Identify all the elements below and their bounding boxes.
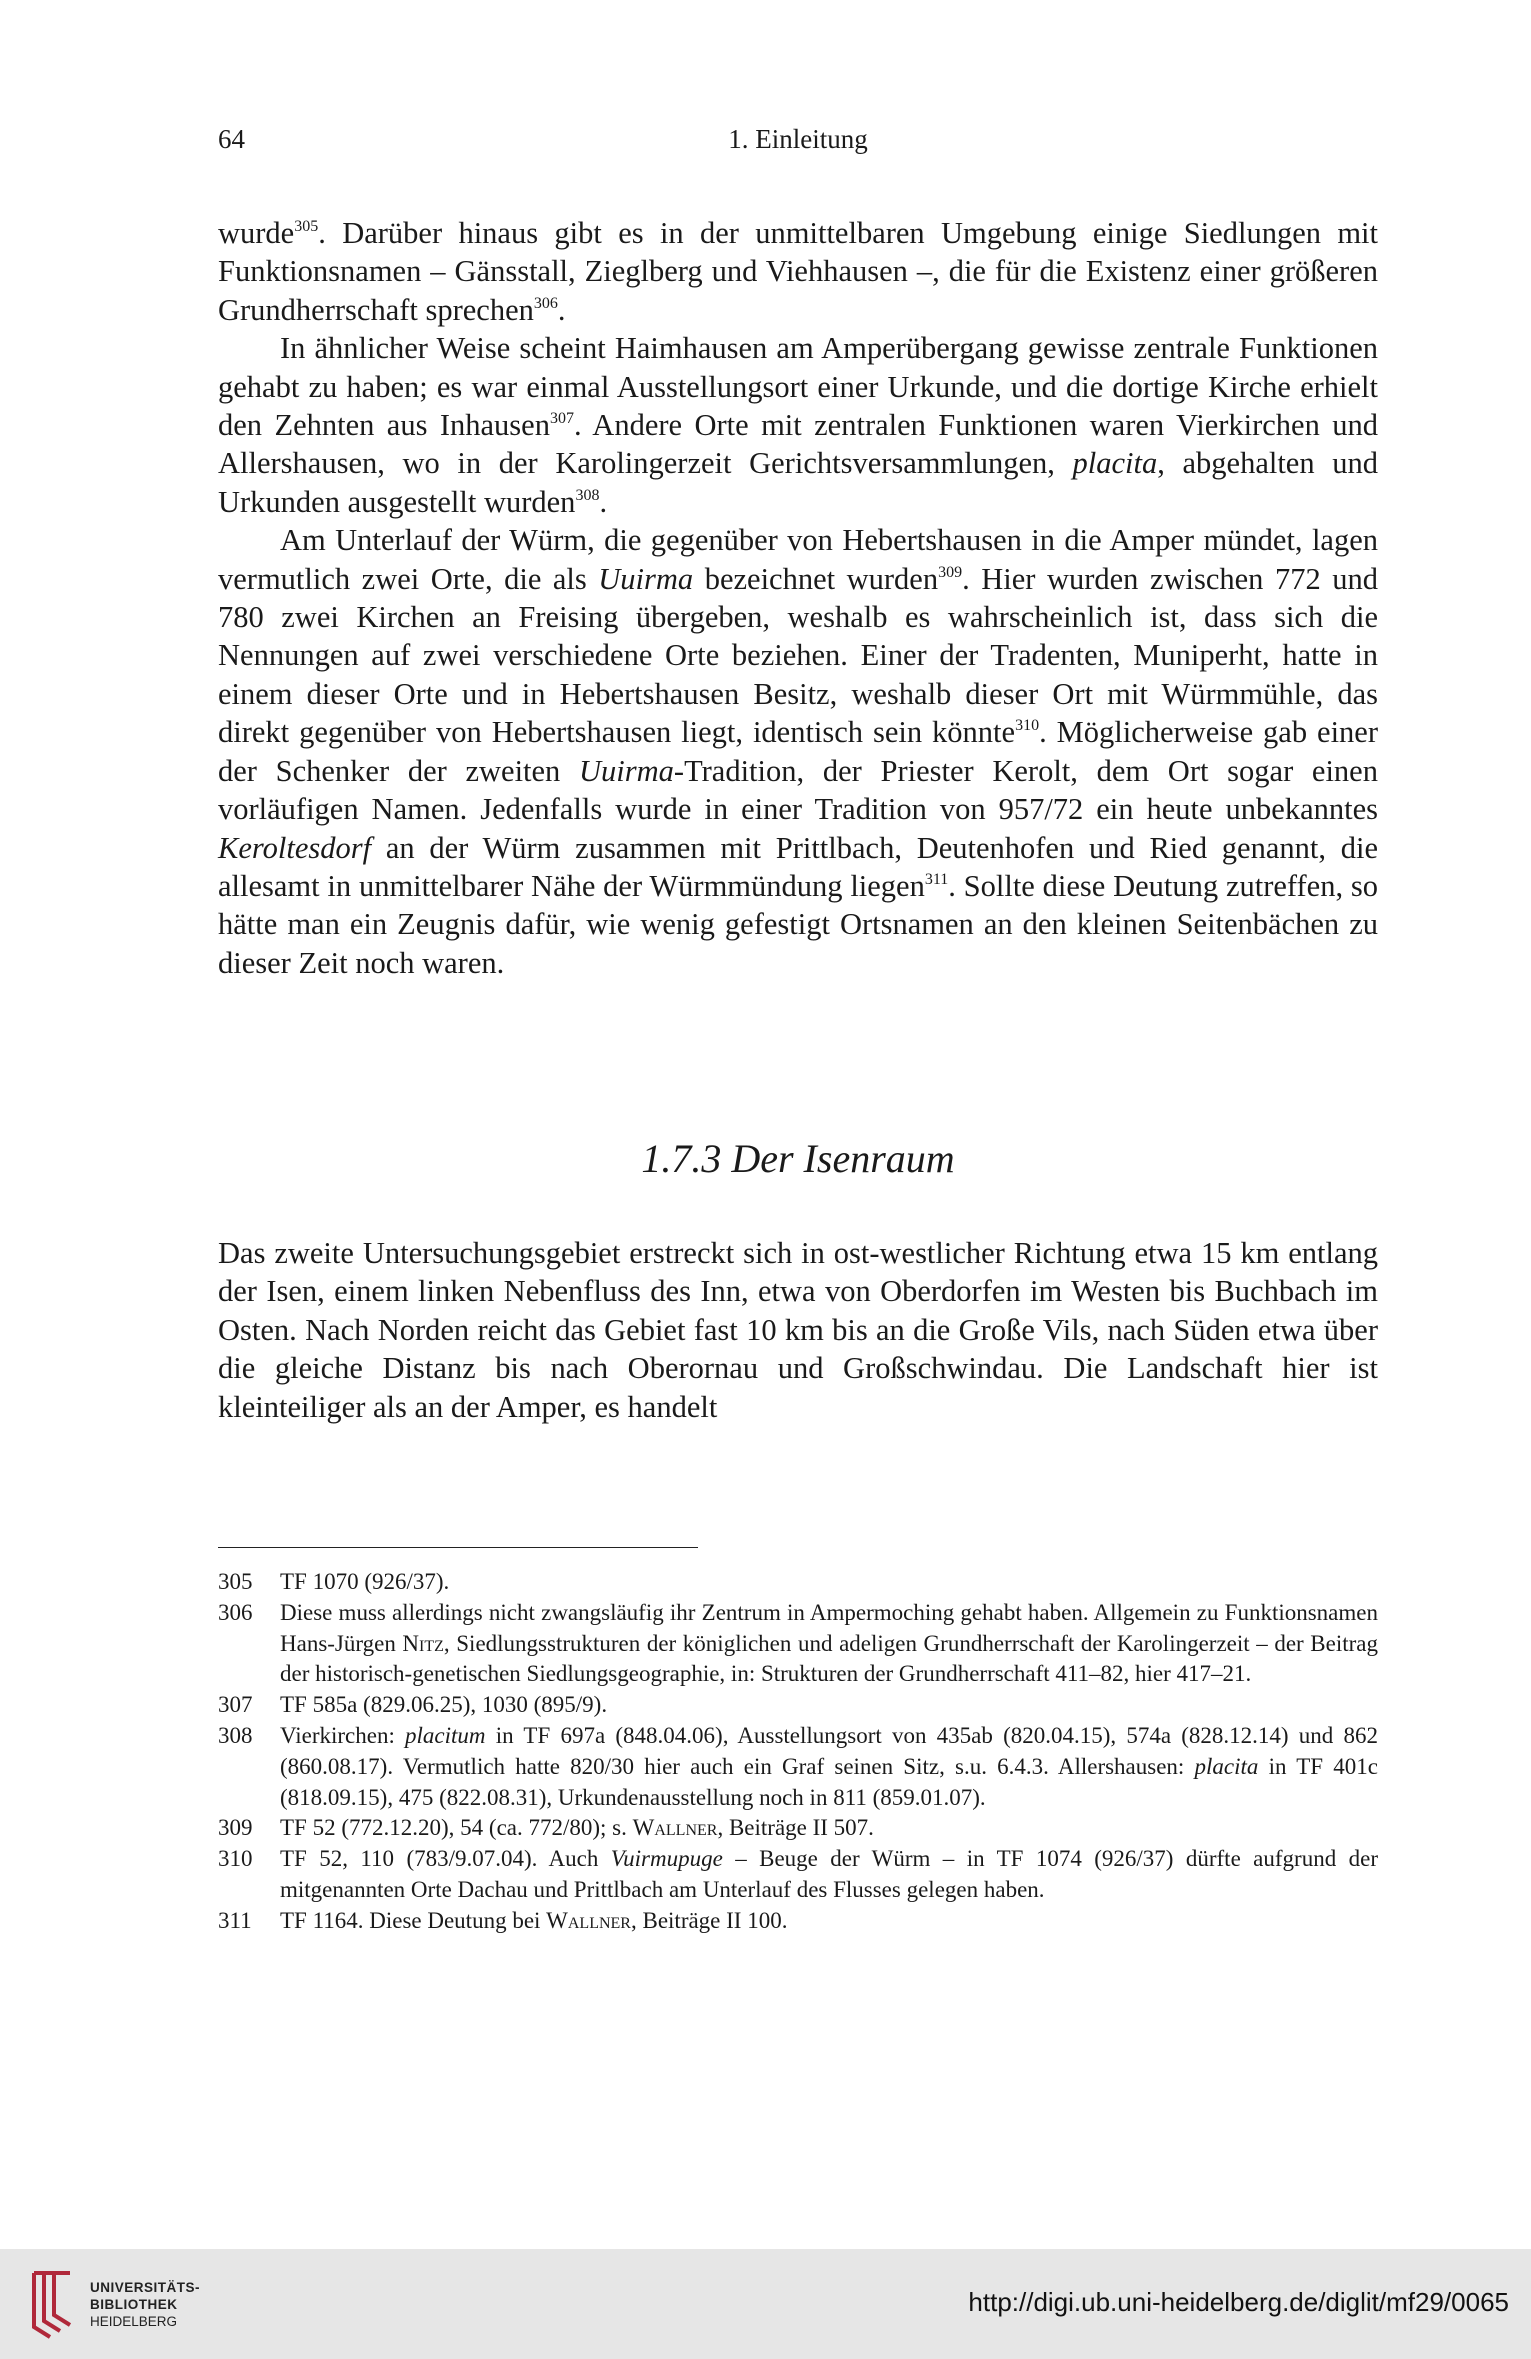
page-header <box>218 124 1378 164</box>
paragraph-3: Am Unterlauf der Würm, die gegenüber von Hebertshausen in die Amper mündet, lagen vermutlich zwei Orte, die als Uuirma bezeichnet wurden$^{309}$. Hier wurden zwischen 772 und 780 zwei Kirchen an Freising übergeben, weshalb es wahrscheinlich ist, dass sich die Nennungen auf zwei verschiedene Orte beziehen. Einer der Tradenten, Muniperht, hatte in einem dieser Orte und in Hebertshausen Besitz, weshalb dieser Ort mit Würmmühle, das direkt gegenüber von Hebertshausen liegt, identisch sein könnte$^{310}$. Möglicherweise gab einer der Schenker der zweiten Uuirma-Tradition, der Priester Kerolt, dem Ort sogar einen vorläufigen Namen. Jedenfalls wurde in einer Tradition von 957/72 ein heute unbekanntes Keroltesdorf an der Würm zusammen mit Prittlbach, Deutenhofen und Ried genannt, die allesamt in unmittelbarer Nähe der Würmmündung liegen$^{311}$. Sollte diese Deutung zutreffen, so hätte man ein Zeugnis dafür, wie wenig gefestigt Ortsnamen an den kleinen Seitenbächen zu dieser Zeit noch waren. <box>218 523 1378 980</box>
footnote-text: TF 52 (772.12.20), 54 (ca. 772/80); s. Wallner, Beiträge II 507. <box>280 1815 874 1841</box>
footnote-number: 311 <box>218 1907 252 1933</box>
footnote-306 <box>218 1598 1378 1690</box>
footnote-311 <box>218 1906 1378 1937</box>
footnote-ref-307[interactable]: 307 <box>549 410 574 428</box>
footnotes <box>218 1567 1378 1937</box>
footnote-305 <box>218 1567 1378 1598</box>
author-name: Wallner <box>546 1907 631 1933</box>
footnote-number: 308 <box>218 1722 253 1748</box>
section-text <box>218 1234 1378 1426</box>
footnote-number: 309 <box>218 1815 253 1841</box>
section-heading: 1.7.3 Der Isenraum <box>641 1136 955 1181</box>
paragraph-2: In ähnlicher Weise scheint Haimhausen am Amperübergang gewisse zentrale Funktionen gehabt zu haben; es war einmal Ausstellungsort einer Urkunde, und die dortige Kirche erhielt den Zehnten aus Inhausen$^{307}$. Andere Orte mit zentralen Funktionen waren Vierkirchen und Allershausen, wo in der Karolingerzeit Gerichtsversammlungen, placita, abgehalten und Urkunden ausgestellt wurden$^{308}$. <box>218 331 1378 519</box>
paragraph-1: wurde$^{305}$. Darüber hinaus gibt es in der unmittelbaren Umgebung einige Siedlungen mit Funktionsnamen – Gänsstall, Zieglberg und Viehhausen –, die für die Existenz einer größeren Grundherrschaft sprechen$^{306}$. <box>218 216 1378 327</box>
footnote-ref-305[interactable]: 305 <box>294 218 319 235</box>
author-name: Wallner <box>632 1815 718 1841</box>
footnote-number: 310 <box>218 1846 253 1872</box>
author-name: Nitz <box>402 1630 444 1656</box>
footnote-text: Diese muss allerdings nicht zwangsläufig ihr Zentrum in Ampermoching gehabt haben. Allgemein zu Funktionsnamen Hans-Jürgen Nitz, Siedlungsstrukturen der königlichen und adeligen Grundherrschaft der Karolingerzeit – der Beitrag der historisch-genetischen Siedlungsgeographie, in: Strukturen der Grundherrschaft 411–82, hier 417–21. <box>280 1599 1378 1687</box>
footnote-ref-310[interactable]: 310 <box>1015 717 1040 735</box>
footnote-308 <box>218 1721 1378 1813</box>
library-logo-text: UNIVERSITÄTS- BIBLIOTHEK HEIDELBERG <box>90 2280 201 2329</box>
page-number: 64 <box>218 124 245 154</box>
footnote-text: TF 585a (829.06.25), 1030 (895/9). <box>280 1692 608 1718</box>
footnote-text: TF 52, 110 (783/9.07.04). Auch Vuirmupuge – Beuge der Würm – in TF 1074 (926/37) dürfte aufgrund der mitgenannten Orte Dachau und Prittlbach am Unterlauf des Flusses gelegen haben. <box>280 1846 1378 1902</box>
footnote-ref-309[interactable]: 309 <box>938 563 963 581</box>
section-paragraph: Das zweite Untersuchungsgebiet erstreckt sich in ost-westlicher Richtung etwa 15 km entlang der Isen, einem linken Nebenfluss des Inn, etwa von Oberdorfen im Westen bis Buchbach im Osten. Nach Norden reicht das Gebiet fast 10 km bis an die Große Vils, nach Süden etwa über die gleiche Distanz bis nach Oberornau und Großschwindau. Die Landschaft hier ist kleinteiliger als an der Amper, es handelt <box>218 1236 1378 1424</box>
footnote-text: TF 1164. Diese Deutung bei Wallner, Beiträge II 100. <box>280 1907 788 1933</box>
footnote-ref-308[interactable]: 308 <box>575 486 600 504</box>
footnote-text: Vierkirchen: placitum in TF 697a (848.04.06), Ausstellungsort von 435ab (820.04.15), 574a (828.12.14) und 862 (860.08.17). Vermutlich hatte 820/30 hier auch ein Graf seinen Sitz, s.u. 6.4.3. Allershausen: placita in TF 401c (818.09.15), 475 (822.08.31), Urkundenausstellung noch in 811 (859.01.07). <box>280 1722 1378 1810</box>
footnote-309 <box>218 1813 1378 1844</box>
footnote-number: 306 <box>218 1599 253 1625</box>
body-text <box>218 214 1378 982</box>
library-footer-bar <box>0 2249 1531 2359</box>
footnote-307 <box>218 1690 1378 1721</box>
running-head: 1. Einleitung <box>728 124 868 154</box>
footnote-text: TF 1070 (926/37). <box>280 1569 450 1594</box>
footnote-ref-311[interactable]: 311 <box>924 870 949 888</box>
footnote-number: 307 <box>218 1692 253 1718</box>
footnote-310 <box>218 1844 1378 1906</box>
footnote-divider <box>218 1547 698 1548</box>
footnote-ref-306[interactable]: 306 <box>533 294 558 312</box>
footnote-number: 305 <box>218 1569 253 1594</box>
library-logo-icon <box>30 2269 78 2341</box>
source-url-link[interactable]: http://digi.ub.uni-heidelberg.de/diglit/mf29/0065 <box>968 2287 1509 2317</box>
